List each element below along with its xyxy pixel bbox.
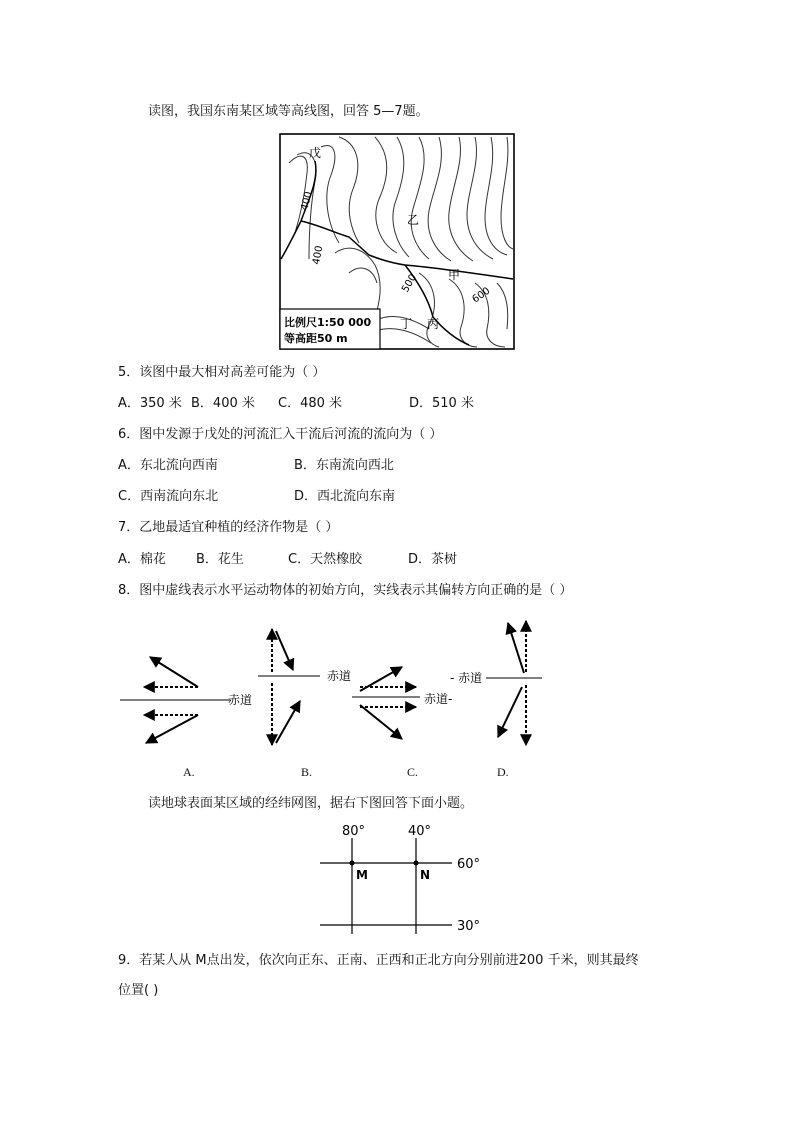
map-scale-label: 比例尺1:50 000 — [284, 316, 372, 329]
equator-label-a: 赤道 — [228, 693, 253, 707]
grid-intro-text: 读地球表面某区域的经纬网图，据右下图回答下面小题。 — [148, 796, 474, 811]
q5-option-d: D．510 米 — [409, 396, 474, 411]
q7-stem: 7．乙地最适宜种植的经济作物是（ ） — [118, 520, 339, 535]
yi-label: 乙 — [407, 213, 420, 227]
latitude-30-label: 30° — [457, 919, 481, 934]
q8-stem: 8．图中虚线表示水平运动物体的初始方向，实线表示其偏转方向正确的是（ ） — [118, 583, 573, 598]
jia-label: 甲 — [448, 268, 461, 282]
q6-option-d: D．西北流向东南 — [294, 489, 396, 504]
q7-option-c: C．天然橡胶 — [288, 552, 363, 567]
graticule-map — [318, 822, 498, 934]
q8-option-d: D. — [497, 765, 509, 779]
q5-stem: 5．该图中最大相对高差可能为（ ） — [118, 365, 326, 380]
equator-label-b: 赤道 — [327, 669, 352, 683]
ding-label: 丁 — [400, 317, 413, 331]
point-n-label: N — [420, 868, 431, 882]
q6-option-b: B．东南流向西北 — [294, 458, 394, 473]
q8-option-c: C. — [407, 765, 419, 779]
wu-label: 戊 — [309, 146, 322, 160]
q9-stem-line1: 9．若某人从 M点出发，依次向正东、正南、正西和正北方向分别前进200 千米，则其最终 — [118, 953, 639, 968]
q8-option-a: A. — [183, 765, 195, 779]
deflection-diagram — [118, 617, 558, 752]
q6-stem: 6．图中发源于戊处的河流汇入干流后河流的流向为（ ） — [118, 427, 443, 442]
longitude-40-label: 40° — [408, 824, 432, 839]
option-a-figure — [120, 657, 252, 743]
q8-option-b: B. — [301, 765, 313, 779]
contour-500-label: 500 — [400, 272, 420, 295]
contour-400-label-a: 400 — [299, 190, 315, 212]
bing-label: 丙 — [427, 317, 440, 331]
option-c-figure — [352, 667, 452, 739]
longitude-80-label: 80° — [342, 824, 366, 839]
contour-map — [279, 133, 515, 350]
q5-option-c: C．480 米 — [278, 396, 343, 411]
latitude-60-label: 60° — [457, 857, 481, 872]
equator-label-d: - 赤道 — [450, 671, 483, 685]
point-m-label: M — [356, 868, 368, 882]
q6-option-a: A．东北流向西南 — [118, 458, 218, 473]
map-interval-label: 等高距50 m — [284, 332, 348, 345]
contour-600-label: 600 — [470, 285, 493, 306]
q7-option-a: A．棉花 — [118, 552, 166, 567]
q7-option-d: D．茶树 — [408, 552, 458, 567]
q5-option-b: B．400 米 — [191, 396, 255, 411]
option-d-figure — [450, 621, 542, 745]
q7-option-b: B．花生 — [196, 552, 244, 567]
q6-option-c: C．西南流向东北 — [118, 489, 219, 504]
q9-stem-line2: 位置( ) — [118, 983, 159, 998]
q5-option-a: A．350 米 — [118, 396, 182, 411]
equator-label-c: 赤道- — [424, 692, 453, 706]
intro-text: 读图，我国东南某区域等高线图，回答 5—7题。 — [148, 104, 429, 119]
contour-400-label-b: 400 — [311, 244, 326, 266]
option-b-figure — [258, 629, 351, 745]
